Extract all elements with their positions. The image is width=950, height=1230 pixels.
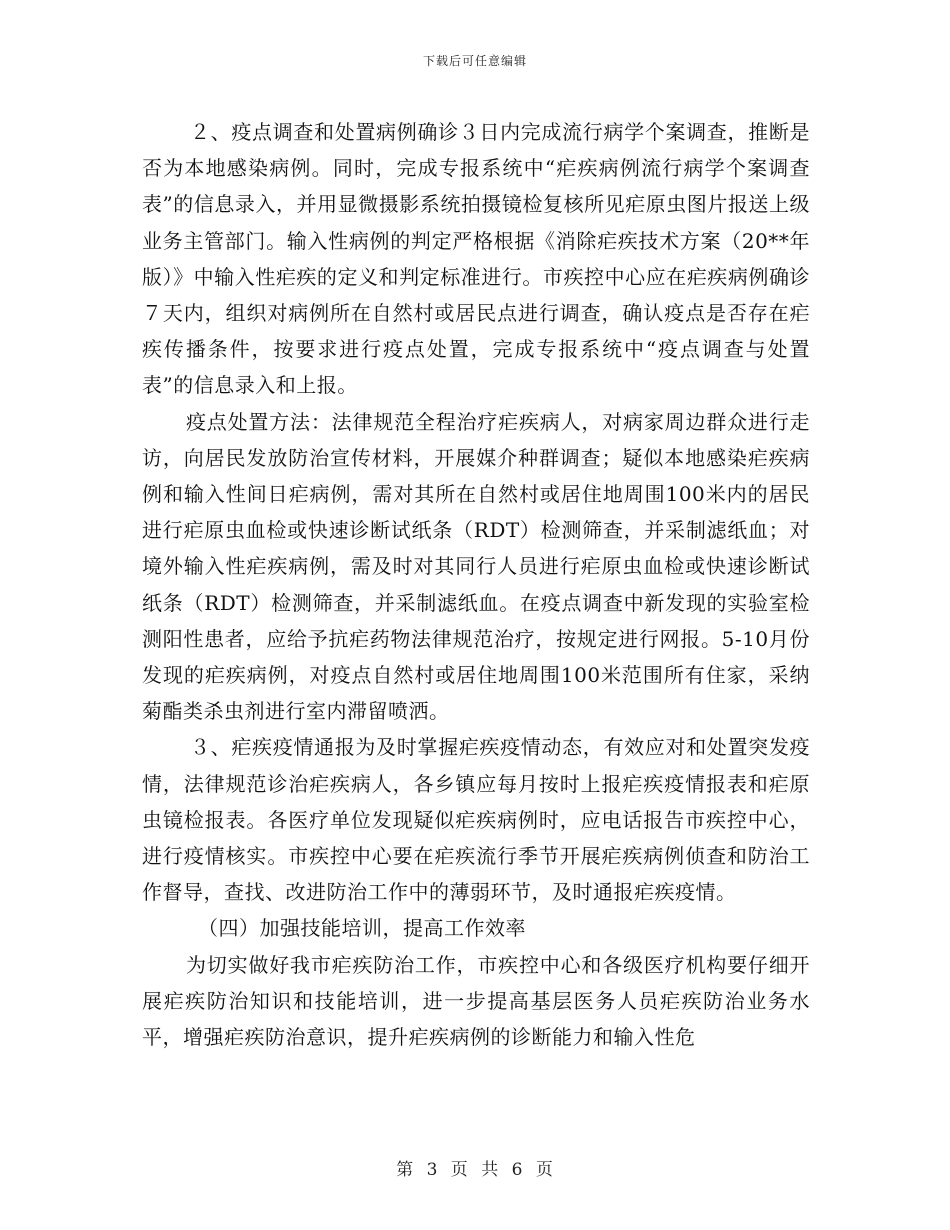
document-body [142, 114, 810, 1055]
section-heading-training: （四）加强技能培训，提高工作效率 [198, 916, 526, 941]
paragraph-disposal-method: 疫点处置方法：法律规范全程治疗疟疾病人，对病家周边群众进行走访，向居民发放防治宣传材料，开展媒介种群调查；疑似本地感染疟疾病例和输入性间日疟病例，需对其所在自然村或居住地周围100米内的居民进行疟原虫血检或快速诊断试纸条（RDT）检测筛查，并采制滤纸血；对境外输入性疟疾病例，需及时对其同行人员进行疟原虫血检或快速诊断试纸条（RDT）检测筛查，并采制滤纸血。在疫点调查中新发现的实验室检测阳性患者，应给予抗疟药物法律规范治疗，按规定进行网报。5-10月份发现的疟疾病例，对疫点自然村或居住地周围100米范围所有住家，采纳菊酯类杀虫剂进行室内滞留喷洒。 [142, 409, 810, 724]
paragraph-case-investigation: ２、疫点调查和处置病例确诊３日内完成流行病学个案调查，推断是否为本地感染病例。同时，完成专报系统中“疟疾病例流行病学个案调查表”的信息录入，并用显微摄影系统拍摄镜检复核所见疟原虫图片报送上级业务主管部门。输入性病例的判定严格根据《消除疟疾技术方案（20**年版）》中输入性疟疾的定义和判定标准进行。市疾控中心应在疟疾病例确诊７天内，组织对病例所在自然村或居民点进行调查，确认疫点是否存在疟疾传播条件，按要求进行疫点处置，完成专报系统中“疫点调查与处置表”的信息录入和上报。 [142, 120, 810, 398]
paragraph-epidemic-report: ３、疟疾疫情通报为及时掌握疟疾疫情动态，有效应对和处置突发疫情，法律规范诊治疟疾病人，各乡镇应每月按时上报疟疾疫情报表和疟原虫镜检报表。各医疗单位发现疑似疟疾病例时，应电话报告市疾控中心，进行疫情核实。市疾控中心要在疟疾流行季节开展疟疾病例侦查和防治工作督导，查找、改进防治工作中的薄弱环节，及时通报疟疾疫情。 [142, 735, 810, 905]
page-header: 下载后可任意编辑 [422, 54, 527, 68]
paragraph-training: 为切实做好我市疟疾防治工作，市疾控中心和各级医疗机构要仔细开展疟疾防治知识和技能培训，进一步提高基层医务人员疟疾防治业务水平，增强疟疾防治意识，提升疟疾病例的诊断能力和输入性危 [142, 952, 810, 1050]
page-number-footer: 第 3 页 共 6 页 [396, 1160, 554, 1180]
